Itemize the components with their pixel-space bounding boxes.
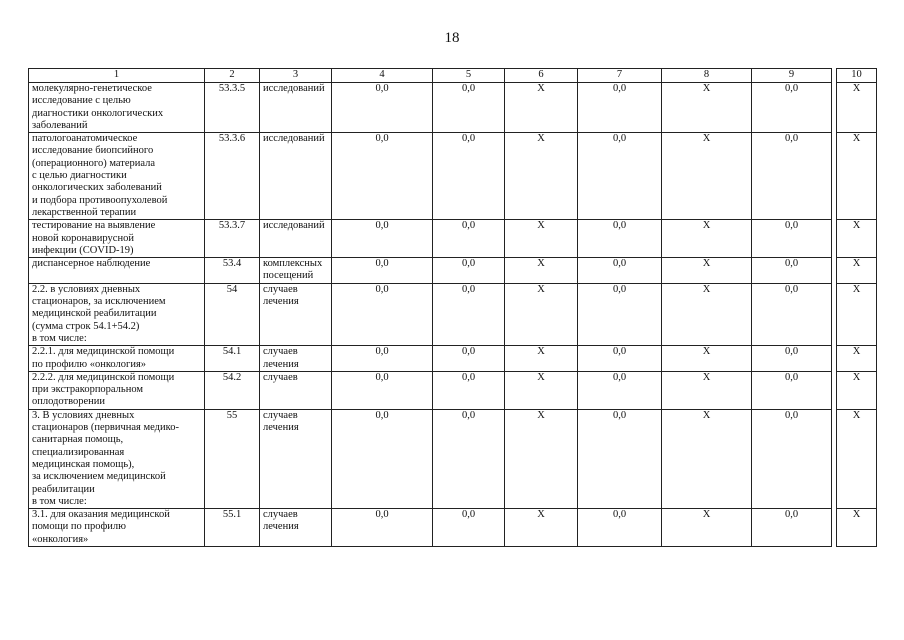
cell-line: 2.2.2. для медицинской помощи bbox=[32, 371, 175, 383]
cell-line: комплексных bbox=[263, 258, 323, 270]
row-name-cell bbox=[29, 133, 205, 220]
value-cell-c7: 0,0 bbox=[578, 83, 662, 133]
value-cell-c4: 0,0 bbox=[332, 346, 433, 372]
value-cell-c7: 0,0 bbox=[578, 509, 662, 547]
row-code-cell: 53.3.7 bbox=[205, 220, 260, 258]
cell-line: исследований bbox=[263, 220, 325, 232]
row-name-cell bbox=[29, 346, 205, 372]
row-unit-cell bbox=[260, 83, 332, 133]
value-cell-c4: 0,0 bbox=[332, 220, 433, 258]
cell-line: случаев bbox=[263, 346, 298, 358]
cell-line: медицинской реабилитации bbox=[32, 308, 157, 320]
value-cell-c8: X bbox=[662, 258, 752, 284]
row-code-cell: 54.1 bbox=[205, 346, 260, 372]
cell-line: с целью диагностики bbox=[32, 170, 127, 182]
cell-line: заболеваний bbox=[32, 119, 88, 131]
value-cell-c10: X bbox=[837, 133, 877, 220]
cell-line: лечения bbox=[263, 296, 299, 308]
table-row bbox=[29, 258, 877, 284]
table-row bbox=[29, 371, 877, 409]
value-cell-c5: 0,0 bbox=[433, 509, 505, 547]
row-code-cell: 53.3.6 bbox=[205, 133, 260, 220]
value-cell-c7: 0,0 bbox=[578, 371, 662, 409]
cell-line: стационаров, за исключением bbox=[32, 296, 166, 308]
value-cell-c6: X bbox=[505, 83, 578, 133]
row-name-cell bbox=[29, 371, 205, 409]
value-cell-c8: X bbox=[662, 283, 752, 345]
value-cell-c9: 0,0 bbox=[752, 371, 832, 409]
value-cell-c7: 0,0 bbox=[578, 283, 662, 345]
value-cell-c10: X bbox=[837, 283, 877, 345]
value-cell-c7: 0,0 bbox=[578, 220, 662, 258]
value-cell-c4: 0,0 bbox=[332, 509, 433, 547]
cell-line: молекулярно-генетическое bbox=[32, 83, 152, 94]
cell-line: в том числе: bbox=[32, 332, 87, 344]
header-cell: 6 bbox=[505, 69, 578, 83]
table-row bbox=[29, 220, 877, 258]
cell-line: в том числе: bbox=[32, 495, 87, 507]
cell-line: диспансерное наблюдение bbox=[32, 258, 151, 270]
value-cell-c7: 0,0 bbox=[578, 409, 662, 508]
cell-line: случаев bbox=[263, 283, 298, 295]
value-cell-c10: X bbox=[837, 509, 877, 547]
cell-line: лечения bbox=[263, 521, 299, 533]
row-name-cell bbox=[29, 509, 205, 547]
value-cell-c6: X bbox=[505, 509, 578, 547]
cell-line: посещений bbox=[263, 270, 314, 282]
cell-line: случаев bbox=[263, 371, 298, 383]
value-cell-c4: 0,0 bbox=[332, 83, 433, 133]
cell-line: исследование биопсийного bbox=[32, 145, 154, 157]
value-cell-c9: 0,0 bbox=[752, 409, 832, 508]
header-cell: 1 bbox=[29, 69, 205, 83]
cell-line: 2.2. в условиях дневных bbox=[32, 283, 141, 295]
cell-line: 3. В условиях дневных bbox=[32, 409, 135, 421]
header-cell: 10 bbox=[837, 69, 877, 83]
cell-line: (операционного) материала bbox=[32, 157, 156, 169]
page-number: 18 bbox=[444, 30, 460, 46]
cell-line: санитарная помощь, bbox=[32, 434, 124, 446]
value-cell-c5: 0,0 bbox=[433, 83, 505, 133]
value-cell-c9: 0,0 bbox=[752, 509, 832, 547]
value-cell-c7: 0,0 bbox=[578, 258, 662, 284]
value-cell-c4: 0,0 bbox=[332, 283, 433, 345]
table-header-row bbox=[29, 69, 877, 83]
row-unit-cell bbox=[260, 509, 332, 547]
value-cell-c7: 0,0 bbox=[578, 133, 662, 220]
value-cell-c9: 0,0 bbox=[752, 133, 832, 220]
row-name-cell bbox=[29, 220, 205, 258]
row-unit-cell bbox=[260, 220, 332, 258]
cell-line: помощи по профилю bbox=[32, 521, 127, 533]
header-cell: 7 bbox=[578, 69, 662, 83]
value-cell-c5: 0,0 bbox=[433, 283, 505, 345]
row-code-cell: 55.1 bbox=[205, 509, 260, 547]
value-cell-c7: 0,0 bbox=[578, 346, 662, 372]
value-cell-c10: X bbox=[837, 258, 877, 284]
cell-line: патологоанатомическое bbox=[32, 133, 138, 145]
value-cell-c8: X bbox=[662, 409, 752, 508]
value-cell-c5: 0,0 bbox=[433, 133, 505, 220]
cell-line: 2.2.1. для медицинской помощи bbox=[32, 346, 175, 358]
header-cell: 8 bbox=[662, 69, 752, 83]
value-cell-c5: 0,0 bbox=[433, 258, 505, 284]
header-cell: 5 bbox=[433, 69, 505, 83]
cell-line: специализированная bbox=[32, 446, 125, 458]
cell-line: по профилю «онкология» bbox=[32, 358, 147, 370]
header-cell: 2 bbox=[205, 69, 260, 83]
value-cell-c8: X bbox=[662, 220, 752, 258]
value-cell-c4: 0,0 bbox=[332, 371, 433, 409]
table-row bbox=[29, 346, 877, 372]
value-cell-c8: X bbox=[662, 346, 752, 372]
value-cell-c9: 0,0 bbox=[752, 220, 832, 258]
cell-line: исследование с целью bbox=[32, 95, 131, 107]
value-cell-c10: X bbox=[837, 346, 877, 372]
value-cell-c9: 0,0 bbox=[752, 83, 832, 133]
value-cell-c8: X bbox=[662, 371, 752, 409]
cell-line: исследований bbox=[263, 83, 325, 94]
row-unit-cell bbox=[260, 409, 332, 508]
cell-line: оплодотворении bbox=[32, 396, 106, 408]
header-cell: 9 bbox=[752, 69, 832, 83]
cell-line: онкологических заболеваний bbox=[32, 182, 162, 194]
cell-line: инфекции (COVID-19) bbox=[32, 244, 134, 256]
cell-line: исследований bbox=[263, 133, 325, 145]
table-row bbox=[29, 509, 877, 547]
header-cell: 4 bbox=[332, 69, 433, 83]
row-code-cell: 55 bbox=[205, 409, 260, 508]
value-cell-c9: 0,0 bbox=[752, 283, 832, 345]
cell-line: стационаров (первичная медико- bbox=[32, 422, 179, 434]
cell-line: тестирование на выявление bbox=[32, 220, 156, 232]
value-cell-c6: X bbox=[505, 371, 578, 409]
row-code-cell: 53.4 bbox=[205, 258, 260, 284]
cell-line: лечения bbox=[263, 358, 299, 370]
cell-line: реабилитации bbox=[32, 483, 95, 495]
cell-line: новой коронавирусной bbox=[32, 232, 134, 244]
cell-line: случаев bbox=[263, 509, 298, 521]
row-unit-cell bbox=[260, 346, 332, 372]
row-name-cell bbox=[29, 409, 205, 508]
value-cell-c8: X bbox=[662, 509, 752, 547]
table-row bbox=[29, 133, 877, 220]
row-code-cell: 54 bbox=[205, 283, 260, 345]
cell-line: диагностики онкологических bbox=[32, 107, 164, 119]
value-cell-c6: X bbox=[505, 283, 578, 345]
row-name-cell bbox=[29, 283, 205, 345]
value-cell-c10: X bbox=[837, 409, 877, 508]
value-cell-c5: 0,0 bbox=[433, 371, 505, 409]
value-cell-c6: X bbox=[505, 220, 578, 258]
row-unit-cell bbox=[260, 283, 332, 345]
header-cell: 3 bbox=[260, 69, 332, 83]
value-cell-c6: X bbox=[505, 346, 578, 372]
value-cell-c10: X bbox=[837, 220, 877, 258]
table-row bbox=[29, 83, 877, 133]
value-cell-c9: 0,0 bbox=[752, 346, 832, 372]
row-unit-cell bbox=[260, 258, 332, 284]
cell-line: при экстракорпоральном bbox=[32, 384, 144, 396]
value-cell-c6: X bbox=[505, 409, 578, 508]
cell-line: 3.1. для оказания медицинской bbox=[32, 509, 170, 521]
value-cell-c6: X bbox=[505, 133, 578, 220]
value-cell-c5: 0,0 bbox=[433, 220, 505, 258]
row-unit-cell bbox=[260, 133, 332, 220]
cell-line: и подбора противоопухолевой bbox=[32, 194, 168, 206]
value-cell-c8: X bbox=[662, 133, 752, 220]
cell-line: случаев bbox=[263, 409, 298, 421]
value-cell-c4: 0,0 bbox=[332, 409, 433, 508]
value-cell-c6: X bbox=[505, 258, 578, 284]
value-cell-c4: 0,0 bbox=[332, 133, 433, 220]
row-code-cell: 53.3.5 bbox=[205, 83, 260, 133]
value-cell-c5: 0,0 bbox=[433, 409, 505, 508]
value-cell-c10: X bbox=[837, 371, 877, 409]
cell-line: «онкология» bbox=[32, 533, 89, 545]
cell-line: медицинская помощь), bbox=[32, 458, 135, 470]
value-cell-c10: X bbox=[837, 83, 877, 133]
data-table bbox=[28, 68, 877, 547]
cell-line: за исключением медицинской bbox=[32, 471, 166, 483]
value-cell-c9: 0,0 bbox=[752, 258, 832, 284]
value-cell-c8: X bbox=[662, 83, 752, 133]
value-cell-c4: 0,0 bbox=[332, 258, 433, 284]
row-name-cell bbox=[29, 258, 205, 284]
value-cell-c5: 0,0 bbox=[433, 346, 505, 372]
table-row bbox=[29, 283, 877, 345]
cell-line: (сумма строк 54.1+54.2) bbox=[32, 320, 140, 332]
row-unit-cell bbox=[260, 371, 332, 409]
table-row bbox=[29, 409, 877, 508]
row-name-cell bbox=[29, 83, 205, 133]
row-code-cell: 54.2 bbox=[205, 371, 260, 409]
cell-line: лекарственной терапии bbox=[32, 206, 137, 218]
cell-line: лечения bbox=[263, 422, 299, 434]
